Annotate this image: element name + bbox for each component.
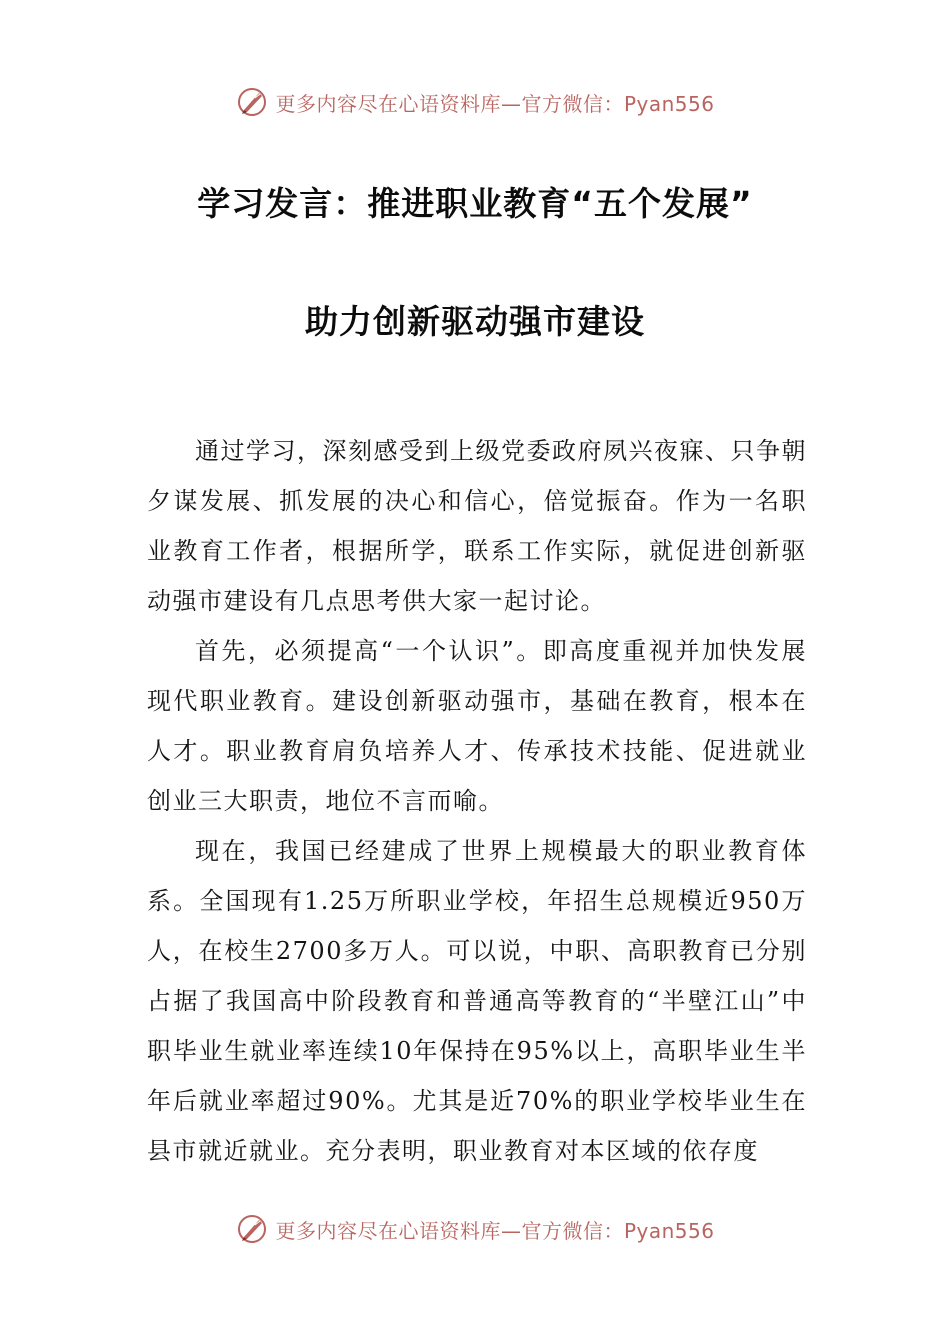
document-title-line-1: 学习发言：推进职业教育“五个发展” xyxy=(197,184,753,223)
footer-banner-text: 更多内容尽在心语资料库—官方微信：Pyan556 xyxy=(275,1218,715,1243)
document-body xyxy=(147,426,807,1176)
footer-banner xyxy=(0,1209,950,1249)
document-title-line-2: 助力创新驱动强市建设 xyxy=(305,302,645,341)
header-banner xyxy=(0,82,950,122)
header-banner-text: 更多内容尽在心语资料库—官方微信：Pyan556 xyxy=(275,91,715,116)
body-paragraph-3: 现在，我国已经建成了世界上规模最大的职业教育体系。全国现有1.25万所职业学校，年招生总规模近950万人，在校生2700多万人。可以说，中职、高职教育已分别占据了我国高中阶段教育和普通高等教育的“半壁江山”中职毕业生就业率连续10年保持在95%以上，高职毕业生半年后就业率超过90%。尤其是近70%的职业学校毕业生在县市就近就业。充分表明，职业教育对本区域的依存度 xyxy=(147,837,807,1165)
body-paragraph-1: 通过学习，深刻感受到上级党委政府夙兴夜寐、只争朝夕谋发展、抓发展的决心和信心，倍觉振奋。作为一名职业教育工作者，根据所学，联系工作实际，就促进创新驱动强市建设有几点思考供大家一起讨论。 xyxy=(147,437,807,615)
body-paragraph-2: 首先，必须提高“一个认识”。即高度重视并加快发展现代职业教育。建设创新驱动强市，基础在教育，根本在人才。职业教育肩负培养人才、传承技术技能、促进就业创业三大职责，地位不言而喻。 xyxy=(147,637,807,815)
quill-pen-logo-icon xyxy=(235,85,269,119)
quill-pen-logo-icon xyxy=(235,1212,269,1246)
